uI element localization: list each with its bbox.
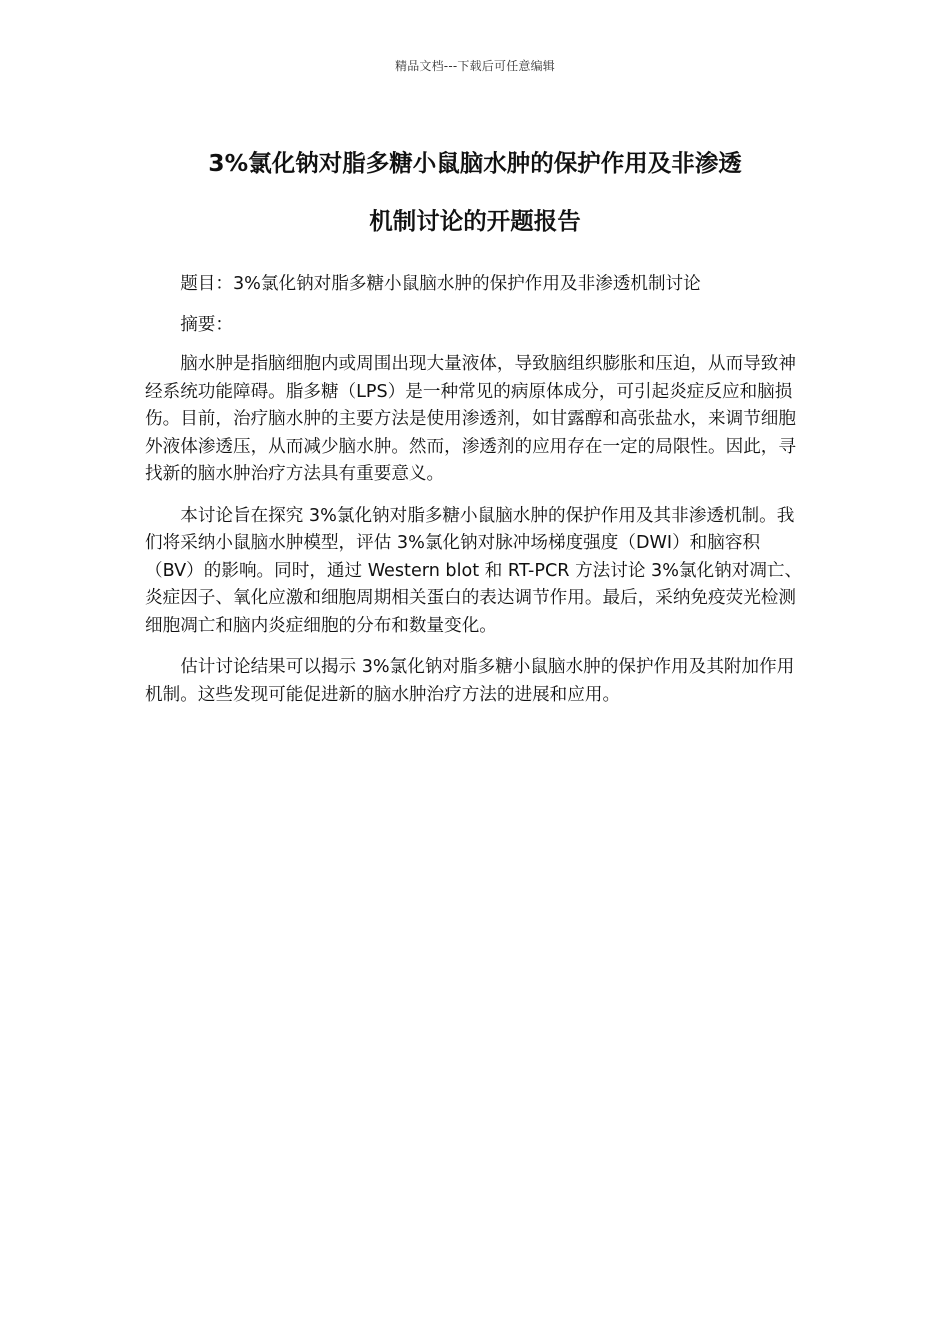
page-header-note: 精品文档---下载后可任意编辑 (395, 59, 555, 73)
body-paragraph-2: 本讨论旨在探究 3%氯化钠对脂多糖小鼠脑水肿的保护作用及其非渗透机制。我们将采纳小鼠脑水肿模型，评估 3%氯化钠对脉冲场梯度强度（DWI）和脑容积（BV）的影响。同时，通过 Western blot 和 RT-PCR 方法讨论 3%氯化钠对凋亡、炎症因子、氧化应激和细胞周期相关蛋白的表达调节作用。最后，采纳免疫荧光检测细胞凋亡和脑内炎症细胞的分布和数量变化。 (145, 505, 803, 636)
title-line-1: 3%氯化钠对脂多糖小鼠脑水肿的保护作用及非渗透 (208, 149, 742, 177)
document-body (145, 271, 807, 709)
abstract-label: 摘要： (180, 314, 233, 335)
body-paragraph-3: 估计讨论结果可以揭示 3%氯化钠对脂多糖小鼠脑水肿的保护作用及其附加作用机制。这些发现可能促进新的脑水肿治疗方法的进展和应用。 (145, 657, 795, 705)
document-title (130, 134, 820, 250)
topic-line: 题目：3%氯化钠对脂多糖小鼠脑水肿的保护作用及非渗透机制讨论 (180, 274, 701, 294)
body-paragraph-1: 脑水肿是指脑细胞内或周围出现大量液体，导致脑组织膨胀和压迫，从而导致神经系统功能障碍。脂多糖（LPS）是一种常见的病原体成分，可引起炎症反应和脑损伤。目前，治疗脑水肿的主要方法是使用渗透剂，如甘露醇和高张盐水，来调节细胞外液体渗透压，从而减少脑水肿。然而，渗透剂的应用存在一定的局限性。因此，寻找新的脑水肿治疗方法具有重要意义。 (145, 354, 796, 484)
title-line-2: 机制讨论的开题报告 (369, 207, 581, 235)
